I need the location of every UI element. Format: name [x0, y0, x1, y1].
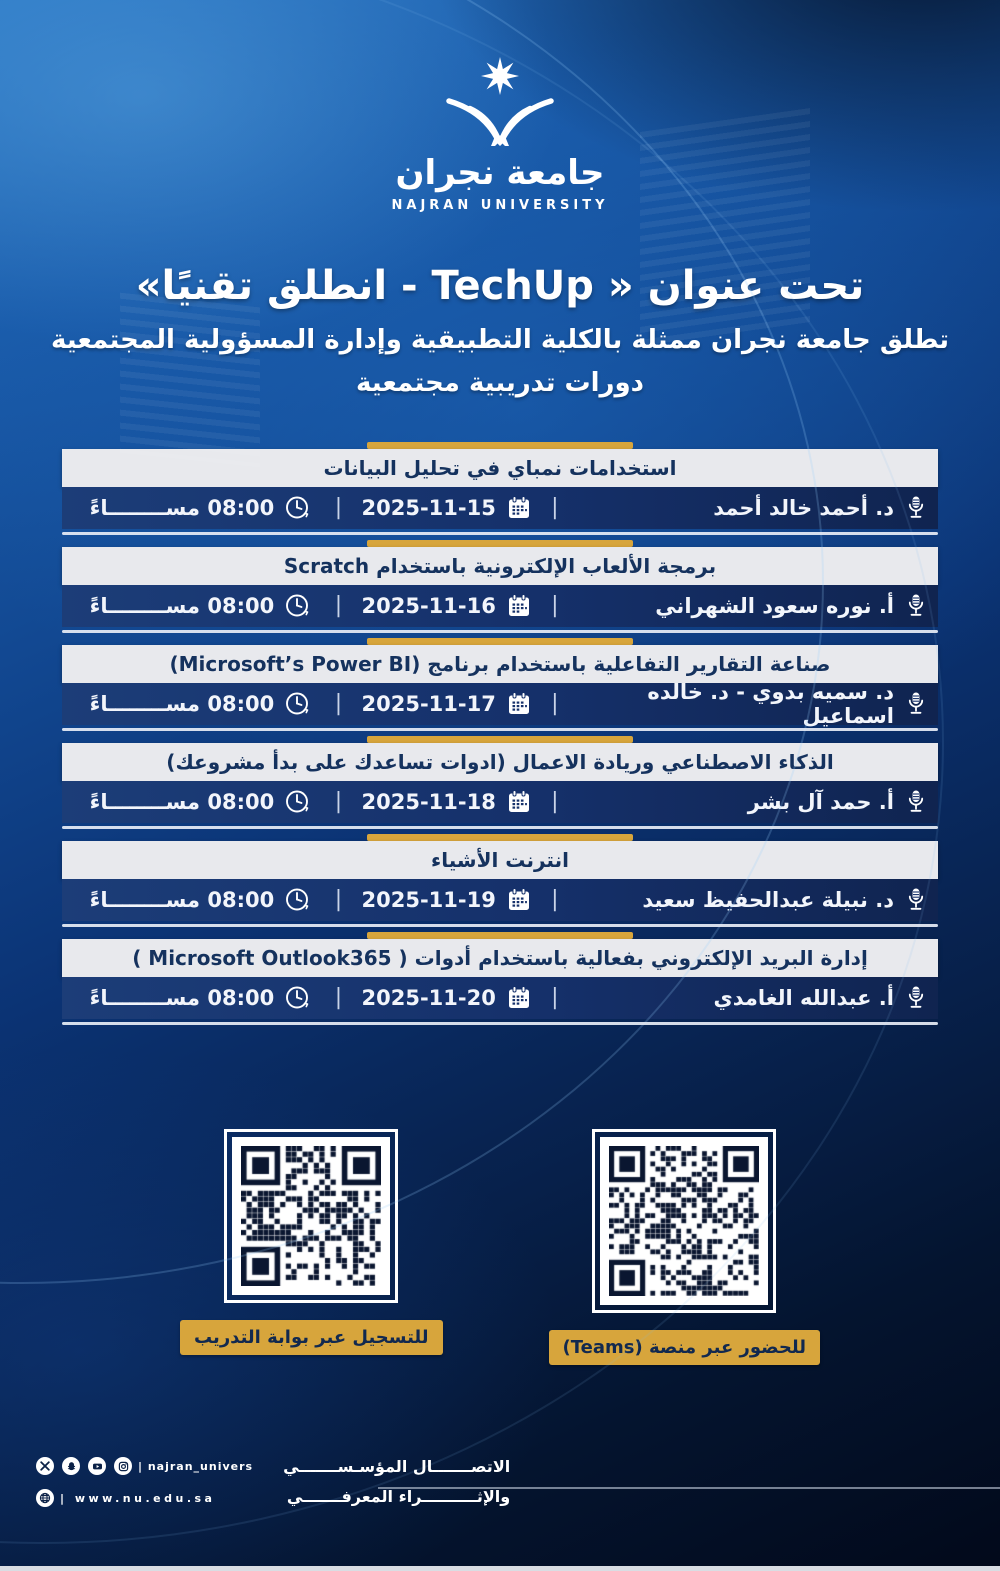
course-date	[348, 593, 545, 619]
divider: |	[551, 985, 559, 1011]
course-presenter	[565, 887, 928, 913]
microphone-icon	[904, 593, 928, 619]
logo-english-name: NAJRAN UNIVERSITY	[391, 197, 609, 213]
qr-code-teams	[609, 1146, 759, 1296]
course-time	[72, 984, 329, 1011]
course-presenter	[565, 593, 928, 619]
course-detail-row	[62, 781, 938, 823]
time-value: 08:00 مســــــــاءً	[89, 495, 275, 520]
course-title: استخدامات نمباي في تحليل البيانات	[323, 455, 677, 480]
clock-icon	[284, 984, 311, 1011]
gold-accent-bar	[367, 834, 633, 841]
time-value: 08:00 مســــــــاءً	[89, 789, 275, 814]
course-title-bar	[62, 841, 938, 879]
divider: |	[334, 887, 343, 913]
separator-line	[62, 630, 938, 633]
presenter-name: د. سميه بدوي - د. خالده اسماعيل	[647, 679, 894, 728]
course-presenter	[565, 680, 928, 728]
separator-line	[62, 728, 938, 731]
course-block	[62, 932, 938, 1025]
date-value: 2025-11-19	[361, 887, 496, 912]
course-time	[72, 592, 329, 619]
separator-line	[62, 826, 938, 829]
course-presenter	[565, 789, 928, 815]
course-detail-row	[62, 977, 938, 1019]
subtitle-line2: دورات تدريبية مجتمعية	[355, 367, 645, 398]
course-detail-row	[62, 679, 938, 728]
subtitle-line1: تطلق جامعة نجران ممثلة بالكلية التطبيقية وإدارة المسؤولية المجتمعية	[51, 324, 949, 355]
time-value: 08:00 مســــــــاءً	[89, 887, 275, 912]
divider: |	[551, 789, 559, 815]
calendar-icon	[506, 985, 532, 1011]
time-value: 08:00 مســــــــاءً	[89, 593, 275, 618]
logo-arabic-name: جامعة نجران	[395, 153, 605, 193]
course-detail-row	[62, 879, 938, 921]
course-title: صناعة التقارير التفاعلية باستخدام برنامج (Microsoft’s Power BI)	[169, 651, 831, 676]
presenter-name: أ. عبدالله الغامدي	[713, 985, 894, 1010]
divider: |	[551, 887, 559, 913]
separator-line	[62, 924, 938, 927]
presenter-name: أ. نوره سعود الشهراني	[655, 593, 894, 618]
divider: |	[334, 593, 343, 619]
gold-accent-bar	[367, 736, 633, 743]
gold-accent-bar	[367, 638, 633, 645]
course-date	[348, 887, 545, 913]
course-date	[348, 789, 545, 815]
date-value: 2025-11-20	[361, 985, 496, 1010]
course-title-bar	[62, 547, 938, 585]
microphone-icon	[904, 985, 928, 1011]
footer-dept-line1: الاتصـــــــال المؤسـســـــــي	[283, 1457, 511, 1476]
course-title: انترنت الأشياء	[431, 847, 569, 872]
qr-register-block	[180, 1129, 443, 1365]
clock-icon	[284, 886, 311, 913]
qr-section	[0, 1129, 1000, 1365]
course-title-bar	[62, 743, 938, 781]
divider: |	[551, 691, 559, 717]
calendar-icon	[506, 691, 532, 717]
separator-line	[62, 532, 938, 535]
course-date	[348, 495, 545, 521]
course-presenter	[565, 985, 928, 1011]
time-value: 08:00 مســــــــاءً	[89, 691, 275, 716]
course-detail-row	[62, 585, 938, 627]
youtube-icon	[88, 1457, 106, 1475]
presenter-name: أ. حمد آل بشر	[747, 789, 894, 814]
gold-accent-bar	[367, 442, 633, 449]
qr-frame	[592, 1129, 776, 1313]
microphone-icon	[904, 887, 928, 913]
divider: |	[334, 985, 343, 1011]
page-title: تحت عنوان « TechUp - انطلق تقنيًا»	[135, 262, 865, 309]
course-title-bar	[62, 645, 938, 683]
presenter-name: د. نبيلة عبدالحفيظ سعيد	[642, 887, 894, 912]
gold-accent-bar	[367, 932, 633, 939]
gold-accent-bar	[367, 540, 633, 547]
instagram-icon	[114, 1457, 132, 1475]
course-date	[348, 985, 545, 1011]
course-title-bar	[62, 939, 938, 977]
website-url: | www.nu.edu.sa	[60, 1491, 216, 1505]
snapchat-icon	[62, 1457, 80, 1475]
course-presenter	[565, 495, 928, 521]
course-time	[72, 494, 329, 521]
qr-teams-block	[549, 1129, 820, 1365]
course-title: برمجة الألعاب الإلكترونية باستخدام Scratch	[283, 553, 717, 578]
microphone-icon	[904, 691, 928, 717]
qr-register-label: للتسجيل عبر بوابة التدريب	[180, 1320, 443, 1355]
date-value: 2025-11-17	[361, 691, 496, 716]
date-value: 2025-11-16	[361, 593, 496, 618]
divider: |	[334, 691, 343, 717]
course-title: إدارة البريد الإلكتروني بفعالية باستخدام أدوات ( Microsoft Outlook365 )	[132, 945, 868, 970]
clock-icon	[284, 494, 311, 521]
course-title-bar	[62, 449, 938, 487]
qr-frame	[224, 1129, 398, 1303]
calendar-icon	[506, 789, 532, 815]
course-time	[72, 690, 329, 717]
date-value: 2025-11-18	[361, 789, 496, 814]
course-block	[62, 638, 938, 731]
divider: |	[334, 495, 343, 521]
course-block	[62, 834, 938, 927]
clock-icon	[284, 690, 311, 717]
bottom-strip	[0, 1566, 1000, 1571]
microphone-icon	[904, 495, 928, 521]
calendar-icon	[506, 887, 532, 913]
globe-icon	[36, 1489, 54, 1507]
clock-icon	[284, 592, 311, 619]
course-detail-row	[62, 487, 938, 529]
social-handle: | najran_univers	[138, 1459, 254, 1473]
course-date	[348, 691, 545, 717]
time-value: 08:00 مســــــــاءً	[89, 985, 275, 1010]
x-twitter-icon	[36, 1457, 54, 1475]
divider: |	[551, 593, 559, 619]
najran-university-emblem-icon	[425, 56, 575, 148]
course-title: الذكاء الاصطناعي وريادة الاعمال (ادوات تساعدك على بدأ مشروعك)	[166, 749, 834, 774]
course-schedule-list	[62, 442, 938, 1025]
course-block	[62, 442, 938, 535]
course-block	[62, 736, 938, 829]
calendar-icon	[506, 593, 532, 619]
course-time	[72, 788, 329, 815]
university-logo	[0, 0, 1000, 213]
footer-dept-line2: والإثــــــــــراء المعرفـــــــي	[286, 1487, 511, 1506]
footer	[34, 1456, 510, 1508]
divider: |	[551, 495, 559, 521]
course-time	[72, 886, 329, 913]
presenter-name: د. أحمد خالد أحمد	[713, 495, 894, 520]
course-block	[62, 540, 938, 633]
qr-code-register	[241, 1146, 381, 1286]
separator-line	[62, 1022, 938, 1025]
qr-teams-label: للحضور عبر منصة (Teams)	[549, 1330, 820, 1365]
date-value: 2025-11-15	[361, 495, 496, 520]
microphone-icon	[904, 789, 928, 815]
clock-icon	[284, 788, 311, 815]
divider: |	[334, 789, 343, 815]
calendar-icon	[506, 495, 532, 521]
